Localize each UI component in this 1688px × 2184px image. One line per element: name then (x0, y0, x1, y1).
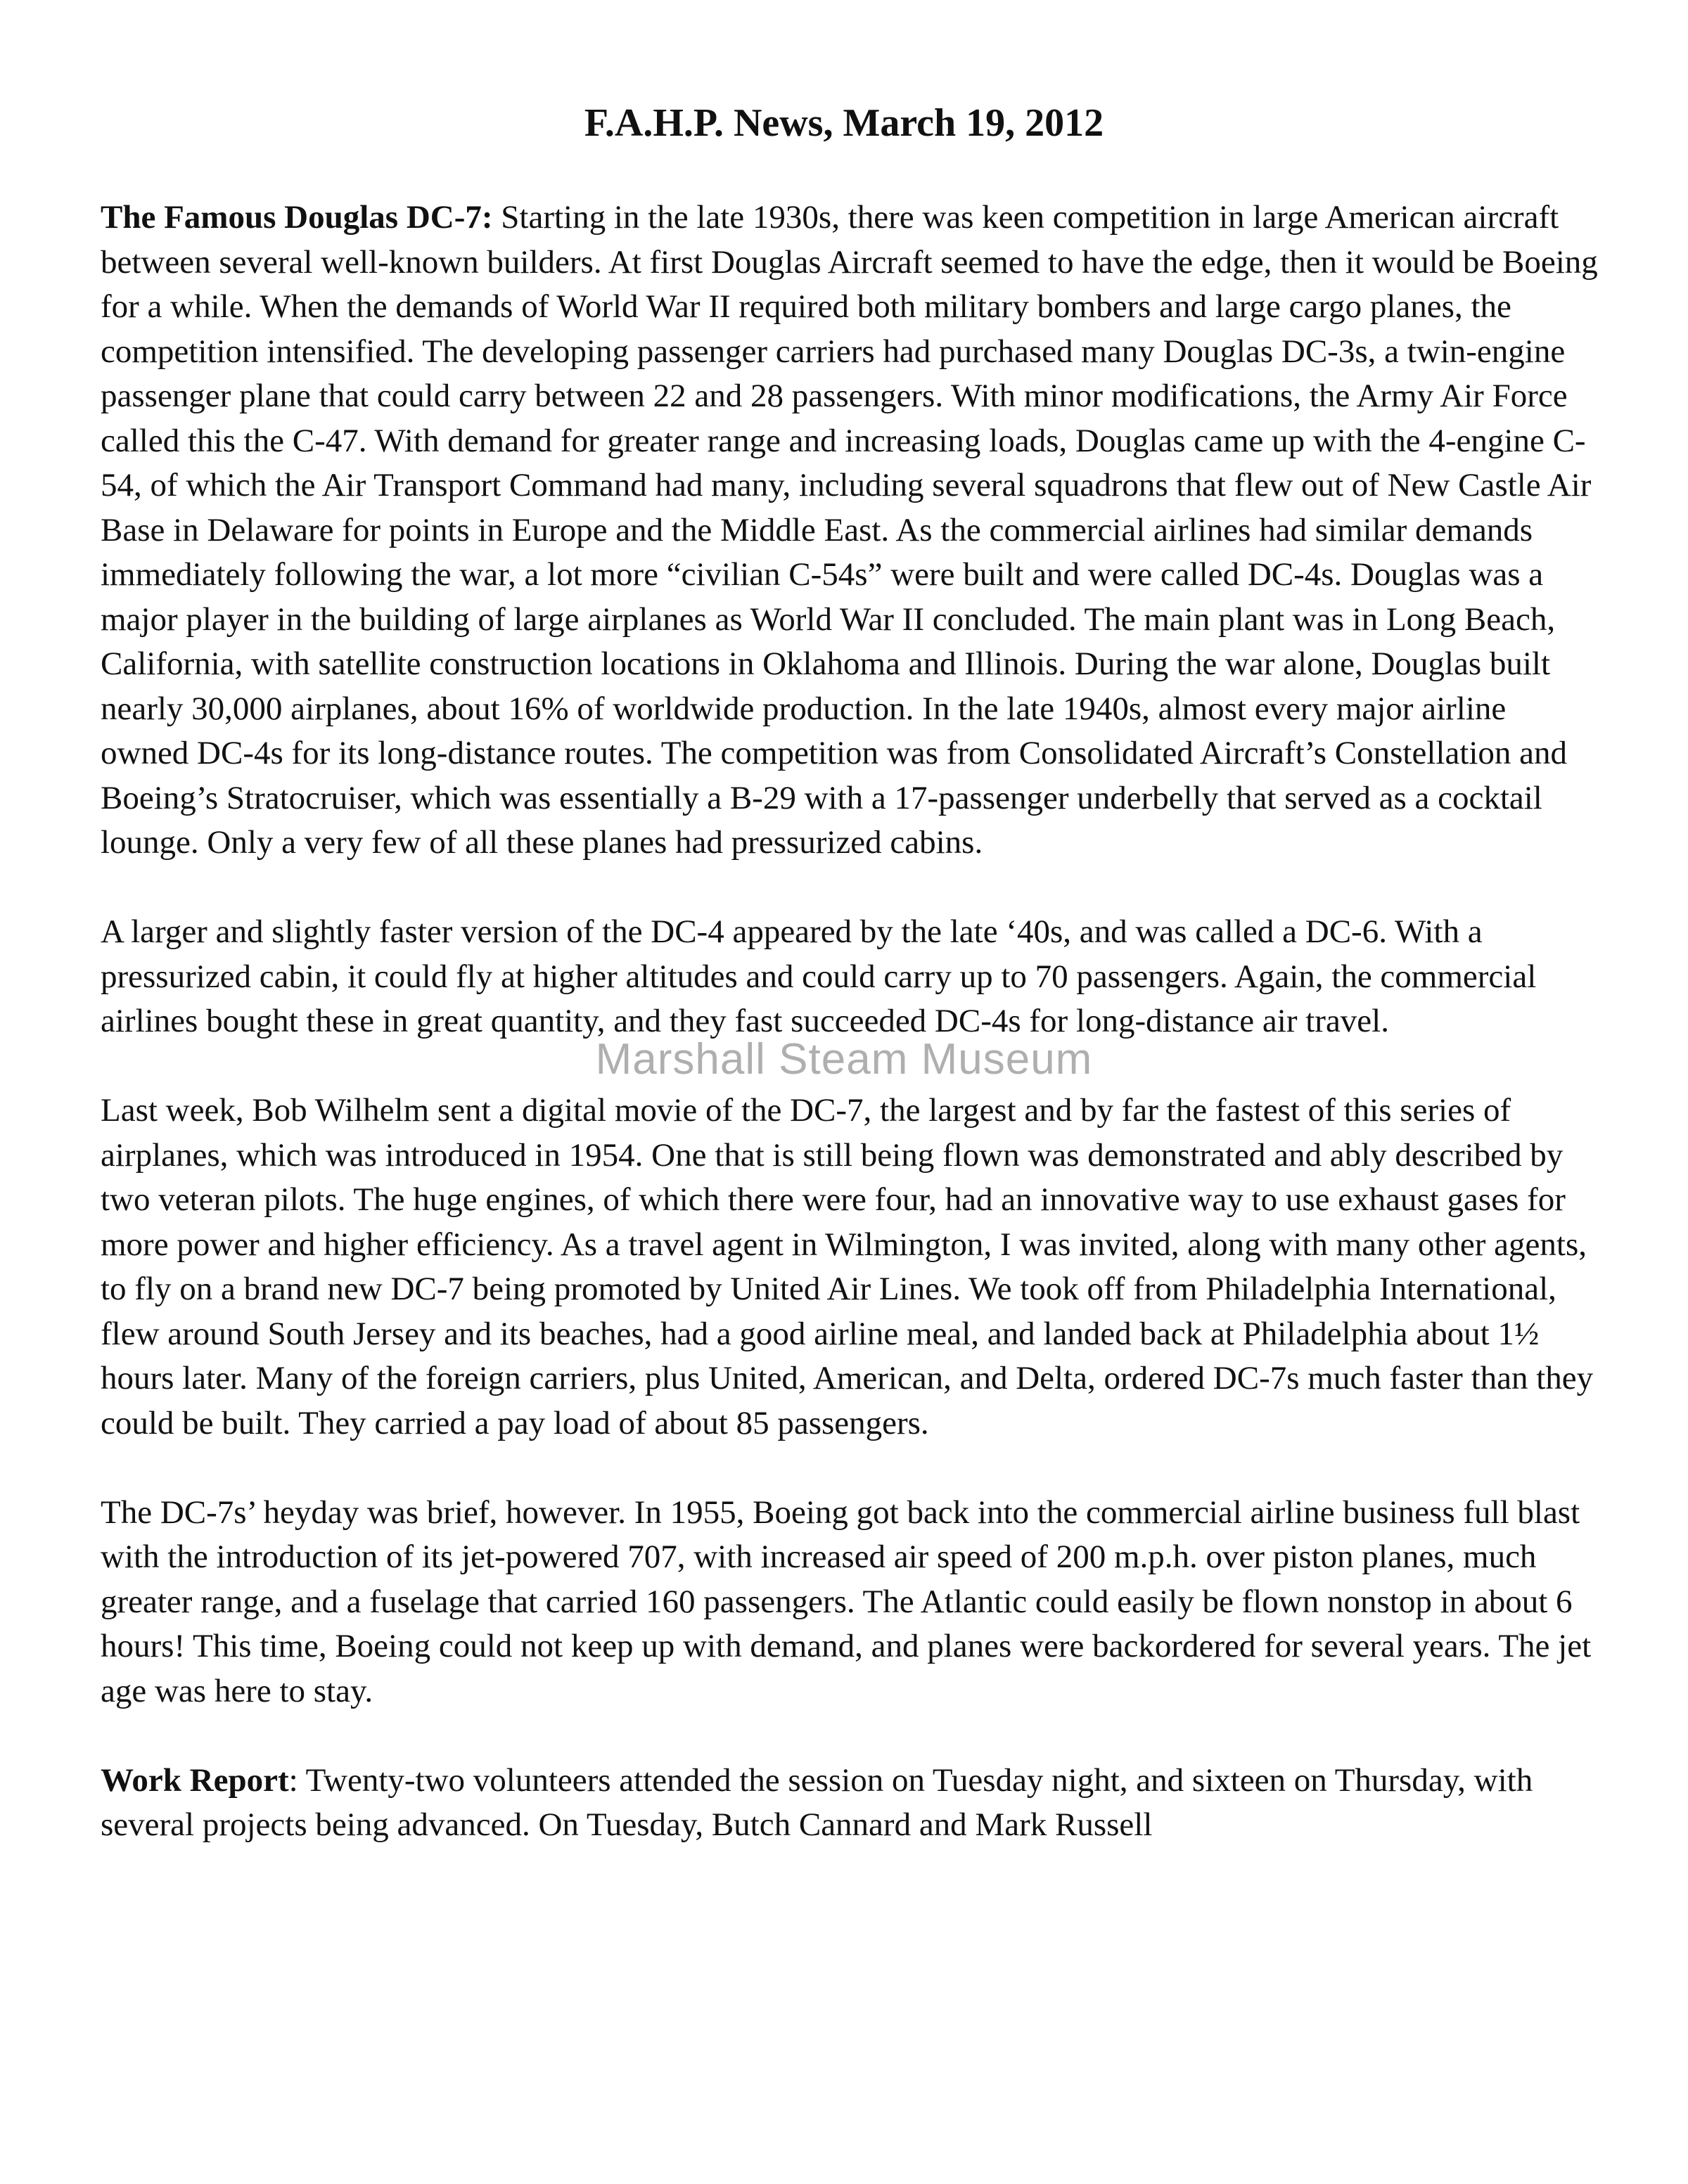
paragraph-dc6 (101, 910, 1599, 1044)
paragraph-dc7-intro (101, 195, 1599, 866)
section-heading-work-report: Work Report (101, 1761, 289, 1799)
article-body (101, 195, 1599, 1892)
paragraph-text: : Twenty-two volunteers attended the session on Tuesday night, and sixteen on Thursday, with several projects being advanced. On Tuesday, Butch Cannard and Mark Russell (101, 1761, 1533, 1843)
section-heading-dc7: The Famous Douglas DC-7: (101, 199, 493, 236)
paragraph-text: The DC-7s’ heyday was brief, however. In 1955, Boeing got back into the commercial airline business full blast with the introduction of its jet-powered 707, with increased air speed of 200 m.p.h. over piston planes, much greater range, and a fuselage that carried 160 passengers. The Atlantic could easily be flown nonstop in about 6 hours! This time, Boeing could not keep up with demand, and planes were backordered for several years. The jet age was here to stay. (101, 1494, 1592, 1709)
paragraph-work-report (101, 1759, 1599, 1848)
paragraph-text: Last week, Bob Wilhelm sent a digital movie of the DC-7, the largest and by far the fastest of this series of airplanes, which was introduced in 1954. One that is still being flown was demonstrated and ably described by two veteran pilots. The huge engines, of which there were four, had an innovative way to use exhaust gases for more power and higher efficiency. As a travel agent in Wilmington, I was invited, along with many other agents, to fly on a brand new DC-7 being promoted by United Air Lines. We took off from Philadelphia International, flew around South Jersey and its beaches, had a good airline meal, and landed back at Philadelphia about 1½ hours later. Many of the foreign carriers, plus United, American, and Delta, ordered DC-7s much faster than they could be built. They carried a pay load of about 85 passengers. (101, 1092, 1594, 1441)
paragraph-dc7-movie (101, 1088, 1599, 1446)
paragraph-jet-age (101, 1491, 1599, 1714)
paragraph-text: Starting in the late 1930s, there was keen competition in large American aircraft between several well-known builders. At first Douglas Aircraft seemed to have the edge, then it would be Boeing for a while. When the demands of World War II required both military bombers and large cargo planes, the competition intensified. The developing passenger carriers had purchased many Douglas DC-3s, a twin-engine passenger plane that could carry between 22 and 28 passengers. With minor modifications, the Army Air Force called this the C-47. With demand for greater range and increasing loads, Douglas came up with the 4-engine C-54, of which the Air Transport Command had many, including several squadrons that flew out of New Castle Air Base in Delaware for points in Europe and the Middle East. As the commercial airlines had similar demands immediately following the war, a lot more “civilian C-54s” were built and were called DC-4s. Douglas was a major player in the building of large airplanes as World War II concluded. The main plant was in Long Beach, California, with satellite construction locations in Oklahoma and Illinois. During the war alone, Douglas built nearly 30,000 airplanes, about 16% of worldwide production. In the late 1940s, almost every major airline owned DC-4s for its long-distance routes. The competition was from Consolidated Aircraft’s Constellation and Boeing’s Stratocruiser, which was essentially a B-29 with a 17-passenger underbelly that served as a cocktail lounge. Only a very few of all these planes had pressurized cabins. (101, 199, 1598, 861)
paragraph-text: A larger and slightly faster version of the DC-4 appeared by the late ‘40s, and was called a DC-6. With a pressurized cabin, it could fly at higher altitudes and could carry up to 70 passengers. Again, the commercial airlines bought these in great quantity, and they fast succeeded DC-4s for long-distance air travel. (101, 913, 1537, 1039)
page-title: F.A.H.P. News, March 19, 2012 (584, 101, 1104, 145)
watermark: Marshall Steam Museum (595, 1035, 1093, 1084)
